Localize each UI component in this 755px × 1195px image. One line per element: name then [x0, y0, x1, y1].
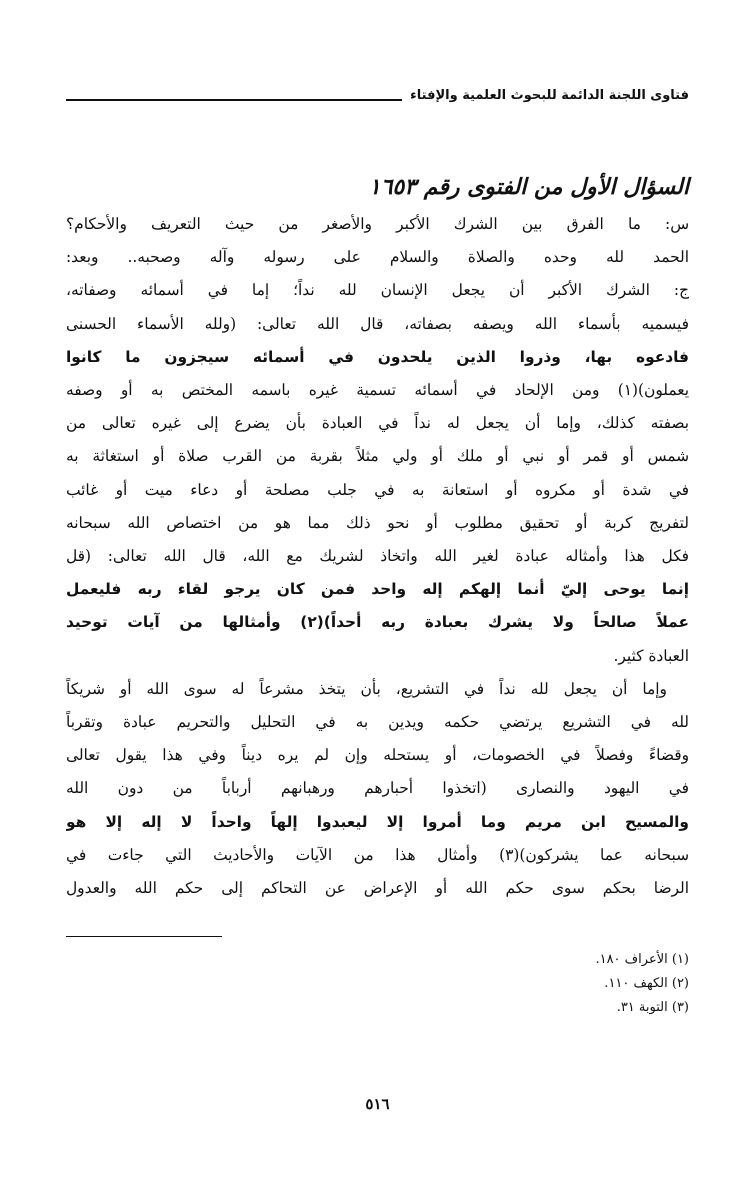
- answer-line: فيسميه بأسماء الله ويصفه بصفاته، قال الله تعالى: (ولله الأسماء الحسنى: [66, 314, 689, 333]
- quran-verse-line: والمسيح ابن مريم وما أمروا إلا ليعبدوا إلهاً واحداً لا إله إلا هو: [66, 812, 689, 831]
- answer-line: يعملون)(١) ومن الإلحاد في أسمائه تسمية غيره باسمه المختص به أو وصفه: [66, 381, 689, 400]
- book-title: فتاوى اللجنة الدائمة للبحوث العلمية والإفتاء: [410, 88, 689, 103]
- paragraph-start-line: وإما أن يجعل لله نداً في التشريع، بأن يتخذ مشرعاً له سوى الله أو شريكاً: [66, 679, 667, 698]
- question-line: س: ما الفرق بين الشرك الأكبر والأصغر من حيث التعريف والأحكام؟: [66, 215, 689, 233]
- footnote: (١) الأعراف ١٨٠.: [595, 952, 689, 967]
- fatwa-body: [66, 168, 689, 905]
- answer-line: العبادة كثير.: [613, 646, 689, 665]
- answer-line: وقضاءً وفصلاً في الخصومات، أو يستحله وإن لم يره ديناً وفي هذا يقول تعالى: [66, 746, 689, 765]
- answer-line: شمس أو قمر أو نبي أو ملك أو ولي مثلاً بقربة من القرب صلاة أو استغاثة به: [66, 447, 689, 466]
- answer-line: ج: الشرك الأكبر أن يجعل الإنسان لله نداً؛ إما في أسمائه وصفاته،: [66, 281, 689, 300]
- footnote: (٣) التوبة ٣١.: [616, 1000, 689, 1015]
- running-header: [66, 74, 689, 104]
- quran-verse-line: فادعوه بها، وذروا الذين يلحدون في أسمائه سيجزون ما كانوا: [66, 347, 689, 366]
- answer-line: في شدة أو مكروه أو استعانة به في جلب مصلحة أو دعاء ميت أو غائب: [66, 480, 689, 499]
- quran-verse-line: عملاً صالحاً ولا يشرك بعبادة ربه أحداً)(٢) وأمثالها من آيات توحيد: [66, 613, 689, 632]
- praise-line: الحمد لله وحده والصلاة والسلام على رسوله وآله وصحبه.. وبعد:: [66, 248, 689, 267]
- fatwa-title: السؤال الأول من الفتوى رقم ١٦٥٣: [368, 174, 689, 200]
- header-rule: [66, 99, 402, 101]
- answer-line: في اليهود والنصارى (اتخذوا أحبارهم ورهبانهم أرباباً من دون الله: [66, 779, 689, 798]
- quran-verse-line: إنما يوحى إليّ أنما إلهكم إله واحد فمن كان يرجو لقاء ربه فليعمل: [66, 580, 689, 599]
- answer-line: الرضا بحكم سوى حكم الله أو الإعراض عن التحاكم إلى حكم الله والعدول: [66, 879, 689, 898]
- page-number: ٥١٦: [365, 1095, 390, 1113]
- footnote-rule: [66, 936, 222, 937]
- answer-line: فكل هذا وأمثاله عبادة لغير الله واتخاذ لشريك مع الله، قال الله تعالى: (قل: [66, 547, 689, 566]
- answer-line: سبحانه عما يشركون)(٣) وأمثال هذا من الآيات والأحاديث التي جاءت في: [66, 845, 689, 864]
- answer-line: لتفريج كربة أو تحقيق مطلوب أو نحو ذلك مما هو من اختصاص الله سبحانه: [66, 513, 689, 532]
- answer-line: لله في التشريع يرتضي حكمه ويدين به في التحليل والتحريم عبادة وتقرباً: [66, 713, 689, 732]
- answer-line: بصفته كذلك، وإما أن يجعل له نداً في العبادة بأن يضرع إلى غيره تعالى من: [66, 414, 689, 433]
- footnote: (٢) الكهف ١١٠.: [604, 976, 689, 991]
- footnotes: [66, 948, 689, 1020]
